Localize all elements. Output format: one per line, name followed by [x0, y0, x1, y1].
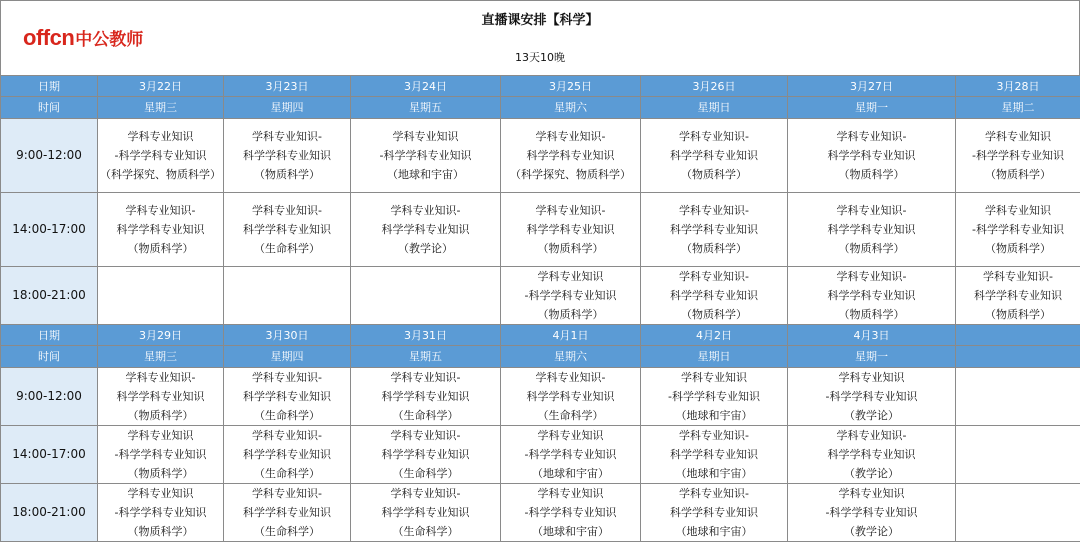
course-cell — [956, 368, 1080, 426]
course-line: 科学学科专业知识 — [641, 146, 787, 165]
course-line: （物质科学） — [501, 239, 640, 258]
course-line: （物质科学） — [641, 305, 787, 324]
course-line: （生命科学） — [351, 464, 500, 483]
course-line: -科学学科专业知识 — [98, 445, 223, 464]
weekday-cell: 星期一 — [788, 346, 956, 368]
date-label: 日期 — [1, 76, 98, 97]
weekday-row — [1, 346, 1080, 368]
course-line: 科学学科专业知识 — [641, 286, 787, 305]
course-line: 科学学科专业知识 — [224, 503, 350, 522]
course-line: 科学学科专业知识 — [351, 220, 500, 239]
page-subtitle: 13天10晚 — [1, 49, 1079, 65]
course-cell — [501, 193, 641, 267]
weekday-row — [1, 97, 1080, 119]
date-cell: 4月3日 — [788, 325, 956, 346]
course-line: 科学学科专业知识 — [98, 387, 223, 406]
course-line: （生命科学） — [224, 406, 350, 425]
weekday-cell: 星期一 — [788, 97, 956, 119]
course-cell — [788, 426, 956, 484]
course-line: （生命科学） — [351, 406, 500, 425]
course-line: 科学学科专业知识 — [224, 387, 350, 406]
course-line: 科学学科专业知识 — [224, 220, 350, 239]
course-line: 学科专业知识- — [98, 201, 223, 220]
logo-cn: 中公教师 — [75, 30, 143, 49]
course-cell — [788, 267, 956, 325]
course-line: 学科专业知识- — [641, 127, 787, 146]
course-cell — [956, 484, 1080, 542]
course-line: （生命科学） — [501, 406, 640, 425]
date-cell: 4月1日 — [501, 325, 641, 346]
course-line: -科学学科专业知识 — [501, 445, 640, 464]
course-line: -科学学科专业知识 — [351, 146, 500, 165]
course-line: （物质科学） — [956, 165, 1080, 184]
course-line: 学科专业知识- — [351, 426, 500, 445]
course-line: -科学学科专业知识 — [98, 146, 223, 165]
course-line: 学科专业知识- — [788, 267, 955, 286]
course-line: （物质科学） — [788, 165, 955, 184]
course-line: （物质科学） — [641, 165, 787, 184]
course-cell — [224, 267, 351, 325]
course-line: 学科专业知识 — [98, 426, 223, 445]
course-line: 学科专业知识 — [788, 368, 955, 387]
course-line: 学科专业知识- — [224, 201, 350, 220]
weekday-cell: 星期四 — [224, 346, 351, 368]
page-header — [0, 0, 1080, 75]
course-cell — [224, 484, 351, 542]
course-cell — [351, 119, 501, 193]
offcn-logo — [23, 25, 143, 51]
date-label: 日期 — [1, 325, 98, 346]
course-line: 科学学科专业知识 — [641, 220, 787, 239]
slot-row — [1, 267, 1080, 325]
course-line: -科学学科专业知识 — [956, 220, 1080, 239]
course-line: （教学论） — [788, 464, 955, 483]
date-cell: 3月28日 — [956, 76, 1080, 97]
course-line: 学科专业知识- — [788, 201, 955, 220]
course-line: 学科专业知识- — [788, 127, 955, 146]
course-cell — [351, 484, 501, 542]
course-line: （物质科学） — [224, 165, 350, 184]
course-line: （科学探究、物质科学） — [98, 165, 223, 184]
date-cell: 3月29日 — [98, 325, 224, 346]
course-cell — [788, 484, 956, 542]
course-line: （生命科学） — [351, 522, 500, 541]
course-line: （物质科学） — [98, 464, 223, 483]
course-line: 科学学科专业知识 — [351, 387, 500, 406]
date-cell: 3月25日 — [501, 76, 641, 97]
course-line: 学科专业知识- — [641, 484, 787, 503]
course-cell — [501, 484, 641, 542]
date-cell: 3月22日 — [98, 76, 224, 97]
course-cell — [351, 426, 501, 484]
course-line: 学科专业知识- — [501, 127, 640, 146]
course-cell — [788, 368, 956, 426]
course-line: （地球和宇宙） — [501, 464, 640, 483]
weekday-cell — [956, 346, 1080, 368]
course-cell — [788, 119, 956, 193]
course-line: 学科专业知识 — [98, 127, 223, 146]
course-line: -科学学科专业知识 — [788, 387, 955, 406]
course-cell — [501, 267, 641, 325]
time-label: 时间 — [1, 346, 98, 368]
date-cell: 3月24日 — [351, 76, 501, 97]
course-line: 科学学科专业知识 — [788, 220, 955, 239]
course-line: （物质科学） — [788, 305, 955, 324]
course-line: 科学学科专业知识 — [351, 445, 500, 464]
course-line: 学科专业知识 — [641, 368, 787, 387]
course-line: 科学学科专业知识 — [641, 445, 787, 464]
course-line: 学科专业知识 — [501, 484, 640, 503]
date-cell: 3月27日 — [788, 76, 956, 97]
course-line: （物质科学） — [641, 239, 787, 258]
course-line: 学科专业知识- — [98, 368, 223, 387]
weekday-cell: 星期六 — [501, 97, 641, 119]
course-line: 科学学科专业知识 — [788, 445, 955, 464]
course-line: （教学论） — [788, 522, 955, 541]
course-cell — [641, 484, 788, 542]
time-slot-cell: 9:00-12:00 — [1, 368, 98, 426]
course-line: 科学学科专业知识 — [641, 503, 787, 522]
schedule-table — [0, 75, 1080, 542]
course-line: 科学学科专业知识 — [351, 503, 500, 522]
course-cell — [956, 267, 1080, 325]
time-slot-cell: 14:00-17:00 — [1, 193, 98, 267]
weekday-cell: 星期五 — [351, 97, 501, 119]
course-cell — [351, 193, 501, 267]
date-cell: 3月30日 — [224, 325, 351, 346]
course-cell — [641, 267, 788, 325]
course-line: 学科专业知识- — [351, 368, 500, 387]
course-line: 学科专业知识- — [788, 426, 955, 445]
course-line: 学科专业知识- — [224, 368, 350, 387]
course-cell — [788, 193, 956, 267]
weekday-cell: 星期日 — [641, 346, 788, 368]
course-cell — [956, 119, 1080, 193]
course-line: 科学学科专业知识 — [224, 445, 350, 464]
course-line: 学科专业知识 — [501, 267, 640, 286]
date-cell: 3月23日 — [224, 76, 351, 97]
course-line: 科学学科专业知识 — [788, 146, 955, 165]
course-line: 科学学科专业知识 — [501, 220, 640, 239]
course-line: （物质科学） — [956, 239, 1080, 258]
course-line: 科学学科专业知识 — [788, 286, 955, 305]
course-line: 学科专业知识- — [641, 426, 787, 445]
course-cell — [98, 368, 224, 426]
course-line: （地球和宇宙） — [641, 522, 787, 541]
weekday-cell: 星期五 — [351, 346, 501, 368]
course-cell — [641, 119, 788, 193]
course-line: -科学学科专业知识 — [788, 503, 955, 522]
weekday-cell: 星期四 — [224, 97, 351, 119]
course-line: （物质科学） — [788, 239, 955, 258]
slot-row — [1, 368, 1080, 426]
course-cell — [501, 368, 641, 426]
course-line: 学科专业知识 — [351, 127, 500, 146]
weekday-cell: 星期三 — [98, 346, 224, 368]
course-line: （物质科学） — [98, 522, 223, 541]
course-line: 学科专业知识 — [501, 426, 640, 445]
course-cell — [956, 193, 1080, 267]
course-line: 科学学科专业知识 — [501, 387, 640, 406]
date-cell: 3月31日 — [351, 325, 501, 346]
course-line: -科学学科专业知识 — [501, 503, 640, 522]
course-line: （地球和宇宙） — [641, 406, 787, 425]
course-line: （物质科学） — [98, 239, 223, 258]
course-cell — [351, 368, 501, 426]
date-cell — [956, 325, 1080, 346]
time-slot-cell: 18:00-21:00 — [1, 484, 98, 542]
weekday-cell: 星期三 — [98, 97, 224, 119]
course-line: 学科专业知识 — [956, 127, 1080, 146]
date-row — [1, 325, 1080, 346]
date-cell: 4月2日 — [641, 325, 788, 346]
course-line: 学科专业知识- — [501, 368, 640, 387]
course-cell — [956, 426, 1080, 484]
course-line: 学科专业知识- — [351, 484, 500, 503]
course-cell — [224, 368, 351, 426]
slot-row — [1, 193, 1080, 267]
course-line: （生命科学） — [224, 239, 350, 258]
course-cell — [351, 267, 501, 325]
course-line: 学科专业知识- — [956, 267, 1080, 286]
course-line: 学科专业知识 — [956, 201, 1080, 220]
date-row — [1, 76, 1080, 97]
logo-latin: offcn — [23, 25, 74, 50]
course-line: （物质科学） — [956, 305, 1080, 324]
weekday-cell: 星期二 — [956, 97, 1080, 119]
course-cell — [641, 368, 788, 426]
course-line: （地球和宇宙） — [641, 464, 787, 483]
slot-row — [1, 484, 1080, 542]
course-line: 学科专业知识 — [98, 484, 223, 503]
course-line: （科学探究、物质科学） — [501, 165, 640, 184]
course-line: 学科专业知识- — [224, 127, 350, 146]
weekday-cell: 星期日 — [641, 97, 788, 119]
course-line: （教学论） — [788, 406, 955, 425]
course-cell — [224, 426, 351, 484]
course-line: 学科专业知识- — [224, 426, 350, 445]
course-line: （地球和宇宙） — [351, 165, 500, 184]
time-slot-cell: 9:00-12:00 — [1, 119, 98, 193]
time-slot-cell: 14:00-17:00 — [1, 426, 98, 484]
course-line: （生命科学） — [224, 464, 350, 483]
course-line: 学科专业知识- — [501, 201, 640, 220]
course-cell — [98, 426, 224, 484]
course-line: 科学学科专业知识 — [98, 220, 223, 239]
course-line: -科学学科专业知识 — [501, 286, 640, 305]
course-cell — [641, 193, 788, 267]
date-cell: 3月26日 — [641, 76, 788, 97]
time-label: 时间 — [1, 97, 98, 119]
course-line: 学科专业知识- — [351, 201, 500, 220]
course-cell — [501, 119, 641, 193]
course-line: 学科专业知识 — [788, 484, 955, 503]
slot-row — [1, 119, 1080, 193]
course-line: （物质科学） — [501, 305, 640, 324]
course-line: 学科专业知识- — [224, 484, 350, 503]
course-line: （物质科学） — [98, 406, 223, 425]
course-cell — [224, 119, 351, 193]
course-cell — [98, 267, 224, 325]
weekday-cell: 星期六 — [501, 346, 641, 368]
course-line: （生命科学） — [224, 522, 350, 541]
course-line: -科学学科专业知识 — [641, 387, 787, 406]
course-line: 学科专业知识- — [641, 267, 787, 286]
course-line: 科学学科专业知识 — [501, 146, 640, 165]
course-line: （教学论） — [351, 239, 500, 258]
course-cell — [98, 193, 224, 267]
course-line: 科学学科专业知识 — [224, 146, 350, 165]
page-title: 直播课安排【科学】 — [1, 9, 1079, 28]
course-line: 学科专业知识- — [641, 201, 787, 220]
course-line: -科学学科专业知识 — [956, 146, 1080, 165]
course-line: （地球和宇宙） — [501, 522, 640, 541]
course-cell — [98, 119, 224, 193]
course-line: -科学学科专业知识 — [98, 503, 223, 522]
course-cell — [501, 426, 641, 484]
course-cell — [98, 484, 224, 542]
course-cell — [224, 193, 351, 267]
slot-row — [1, 426, 1080, 484]
time-slot-cell: 18:00-21:00 — [1, 267, 98, 325]
course-cell — [641, 426, 788, 484]
course-line: 科学学科专业知识 — [956, 286, 1080, 305]
